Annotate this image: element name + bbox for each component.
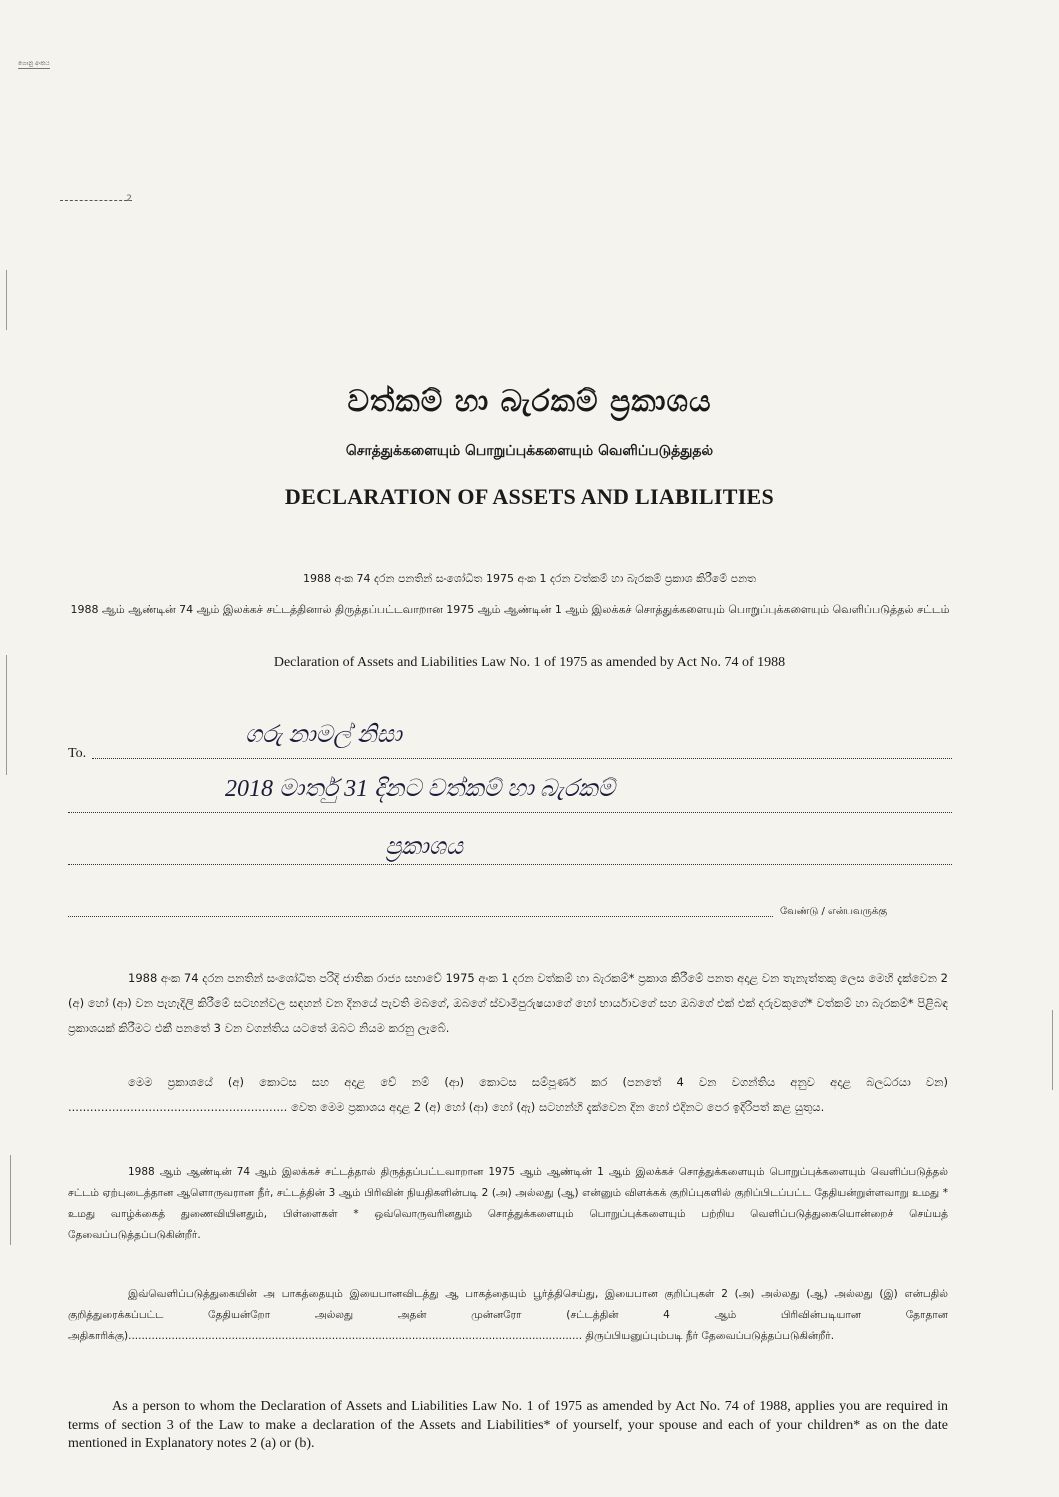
- scan-edge-left-2: [6, 655, 7, 775]
- title-english: DECLARATION OF ASSETS AND LIABILITIES: [284, 484, 775, 509]
- scan-mark-top: ගොනු අංකය: [18, 60, 50, 67]
- paragraph-tamil-1: [68, 1162, 948, 1246]
- dotted-line-4: [68, 916, 773, 917]
- paragraph-sinhala-1: [68, 966, 948, 1041]
- law-reference-english: Declaration of Assets and Liabilities Law No. 1 of 1975 as amended by Act No. 74 of 1988: [273, 655, 786, 670]
- paragraph-tamil-1-text: 1988 ஆம் ஆண்டின் 74 ஆம் இலக்கச் சட்டத்தால் திருத்தப்பட்டவாறான 1975 ஆம் ஆண்டின் 1 ஆம் இலக்கச் சொத்துக்களையும் பொறுப்புக்களையும் வெளிப்படுத்தல் சட்டம் ஏற்புடைத்தான ஆளொருவரான நீர், சட்டத்தின் 3 ஆம் பிரிவின் நியதிகளின்படி 2 (அ) அல்லது (ஆ) என்னும் விளக்கக் குறிப்புகளில் குறிப்பிடப்பட்ட தேதியன்றுள்ளவாறு உமது * உமது வாழ்க்கைத் துணைவியினதும், பிள்ளைகள் * ஒவ்வொருவரினதும் சொத்துக்களையும் பொறுப்புக்களையும் பற்றிய வெளிப்படுத்துகையொன்றைச் செய்யத் தேவைப்படுத்தப்படுகின்றீர்.: [68, 1166, 948, 1241]
- handwritten-line-2: 2018 මාර්තු 31 දිනට වත්කම් හා බැරකම්: [225, 776, 615, 802]
- title-tamil: சொத்துக்களையும் பொறுப்புக்களையும் வெளிப்படுத்துதல்: [345, 443, 714, 459]
- dotted-line-3: [68, 864, 952, 865]
- handwritten-line-1: ගරු නාමල් නිසා: [245, 722, 402, 748]
- scan-edge-left-1: [6, 270, 7, 330]
- scan-edge-right: [1052, 1010, 1053, 1090]
- scan-mark-mid: [60, 194, 132, 204]
- to-label: To.: [68, 746, 87, 761]
- law-reference-sinhala: 1988 අංක 74 දරන පනතින් සංශෝධිත 1975 අංක 1 දරන වත්කම් හා බැරකම් ප්‍රකාශ කිරීමේ පනත: [303, 572, 756, 585]
- addressee-suffix: வேண்டு / என்பவருக்கு: [780, 906, 888, 917]
- scan-mark-digit: 2: [126, 194, 132, 204]
- dotted-line-2: [68, 812, 952, 813]
- handwritten-line-3: ප්‍රකාශය: [385, 834, 464, 860]
- paragraph-tamil-2: [68, 1284, 948, 1347]
- paragraph-english: [68, 1398, 948, 1454]
- paragraph-sinhala-2: [68, 1070, 948, 1120]
- paragraph-english-text: As a person to whom the Declaration of Assets and Liabilities Law No. 1 of 1975 as amended by Act No. 74 of 1988, applies you are required in terms of section 3 of the Law to make a declaration of the Assets and Liabilities* of yourself, your spouse and each of your children* as on the date mentioned in Explanatory notes 2 (a) or (b).: [68, 1399, 948, 1451]
- dotted-line-1: [92, 758, 952, 759]
- paragraph-sinhala-2-text: මෙම ප්‍රකාශයේ (අ) කොටස සහ අදාළ වේ නම් (ආ) කොටස සම්පූර්ණ කර (පනතේ 4 වන වගන්තිය අනුව අදාළ බලධරයා වන) ............................................................ වෙත මෙම ප්‍රකාශය අදාළ 2 (අ) හෝ (ආ) හෝ (ඇ) සටහන්හි දැක්වෙන දින හෝ එදිනට පෙර ඉදිරිපත් කළ යුතුය.: [68, 1075, 948, 1114]
- law-reference-tamil: 1988 ஆம் ஆண்டின் 74 ஆம் இலக்கச் சட்டத்தினால் திருத்தப்பட்டவாறான 1975 ஆம் ஆண்டின் 1 ஆம் இலக்கச் சொத்துக்களையும் பொறுப்புக்களையும் வெளிப்படுத்தல் சட்டம்: [70, 603, 950, 616]
- title-sinhala: වත්කම් හා බැරකම් ප්‍රකාශය: [347, 384, 712, 419]
- scan-edge-left-3: [10, 1155, 11, 1245]
- paragraph-tamil-2-text: இவ்வெளிப்படுத்துகையின் அ பாகத்தையும் இயைபானவிடத்து ஆ பாகத்தையும் பூர்த்திசெய்து, இயைபான குறிப்புகள் 2 (அ) அல்லது (ஆ) அல்லது (இ) என்பதில் குறித்துரைக்கப்பட்ட தேதியன்றோ அல்லது அதன் முன்னரோ (சட்டத்தின் 4 ஆம் பிரிவின்படியான தோதான அதிகாரிக்கு)........................................................................................................................................ திருப்பியனுப்பும்படி நீர் தேவைப்படுத்தப்படுகின்றீர்.: [68, 1288, 948, 1342]
- paragraph-sinhala-1-text: 1988 අංක 74 දරන පනතින් සංශෝධිත පරිදි ජාතික රාජ්‍ය සභාවේ 1975 අංක 1 දරන වත්කම් හා බැරකම්* ප්‍රකාශ කිරීමේ පනත අදාළ වන තැනැත්තකු ලෙස මෙහි දැක්වෙන 2 (අ) හෝ (ආ) වන පැහැදිලි කිරීමේ සටහන්වල සඳහන් වන දිනයේ පැවති මබගේ, ඔබගේ ස්වාමිපුරුෂයාගේ හෝ භාර්යාවගේ සහ ඔබගේ එක් එක් දරුවකුගේ* වත්කම් හා බැරකම්* පිළිබඳ ප්‍රකාශයක් කිරීමට එකී පනතේ 3 වන වගන්තිය යටතේ ඔබට නියම කරනු ලැබේ.: [68, 971, 948, 1035]
